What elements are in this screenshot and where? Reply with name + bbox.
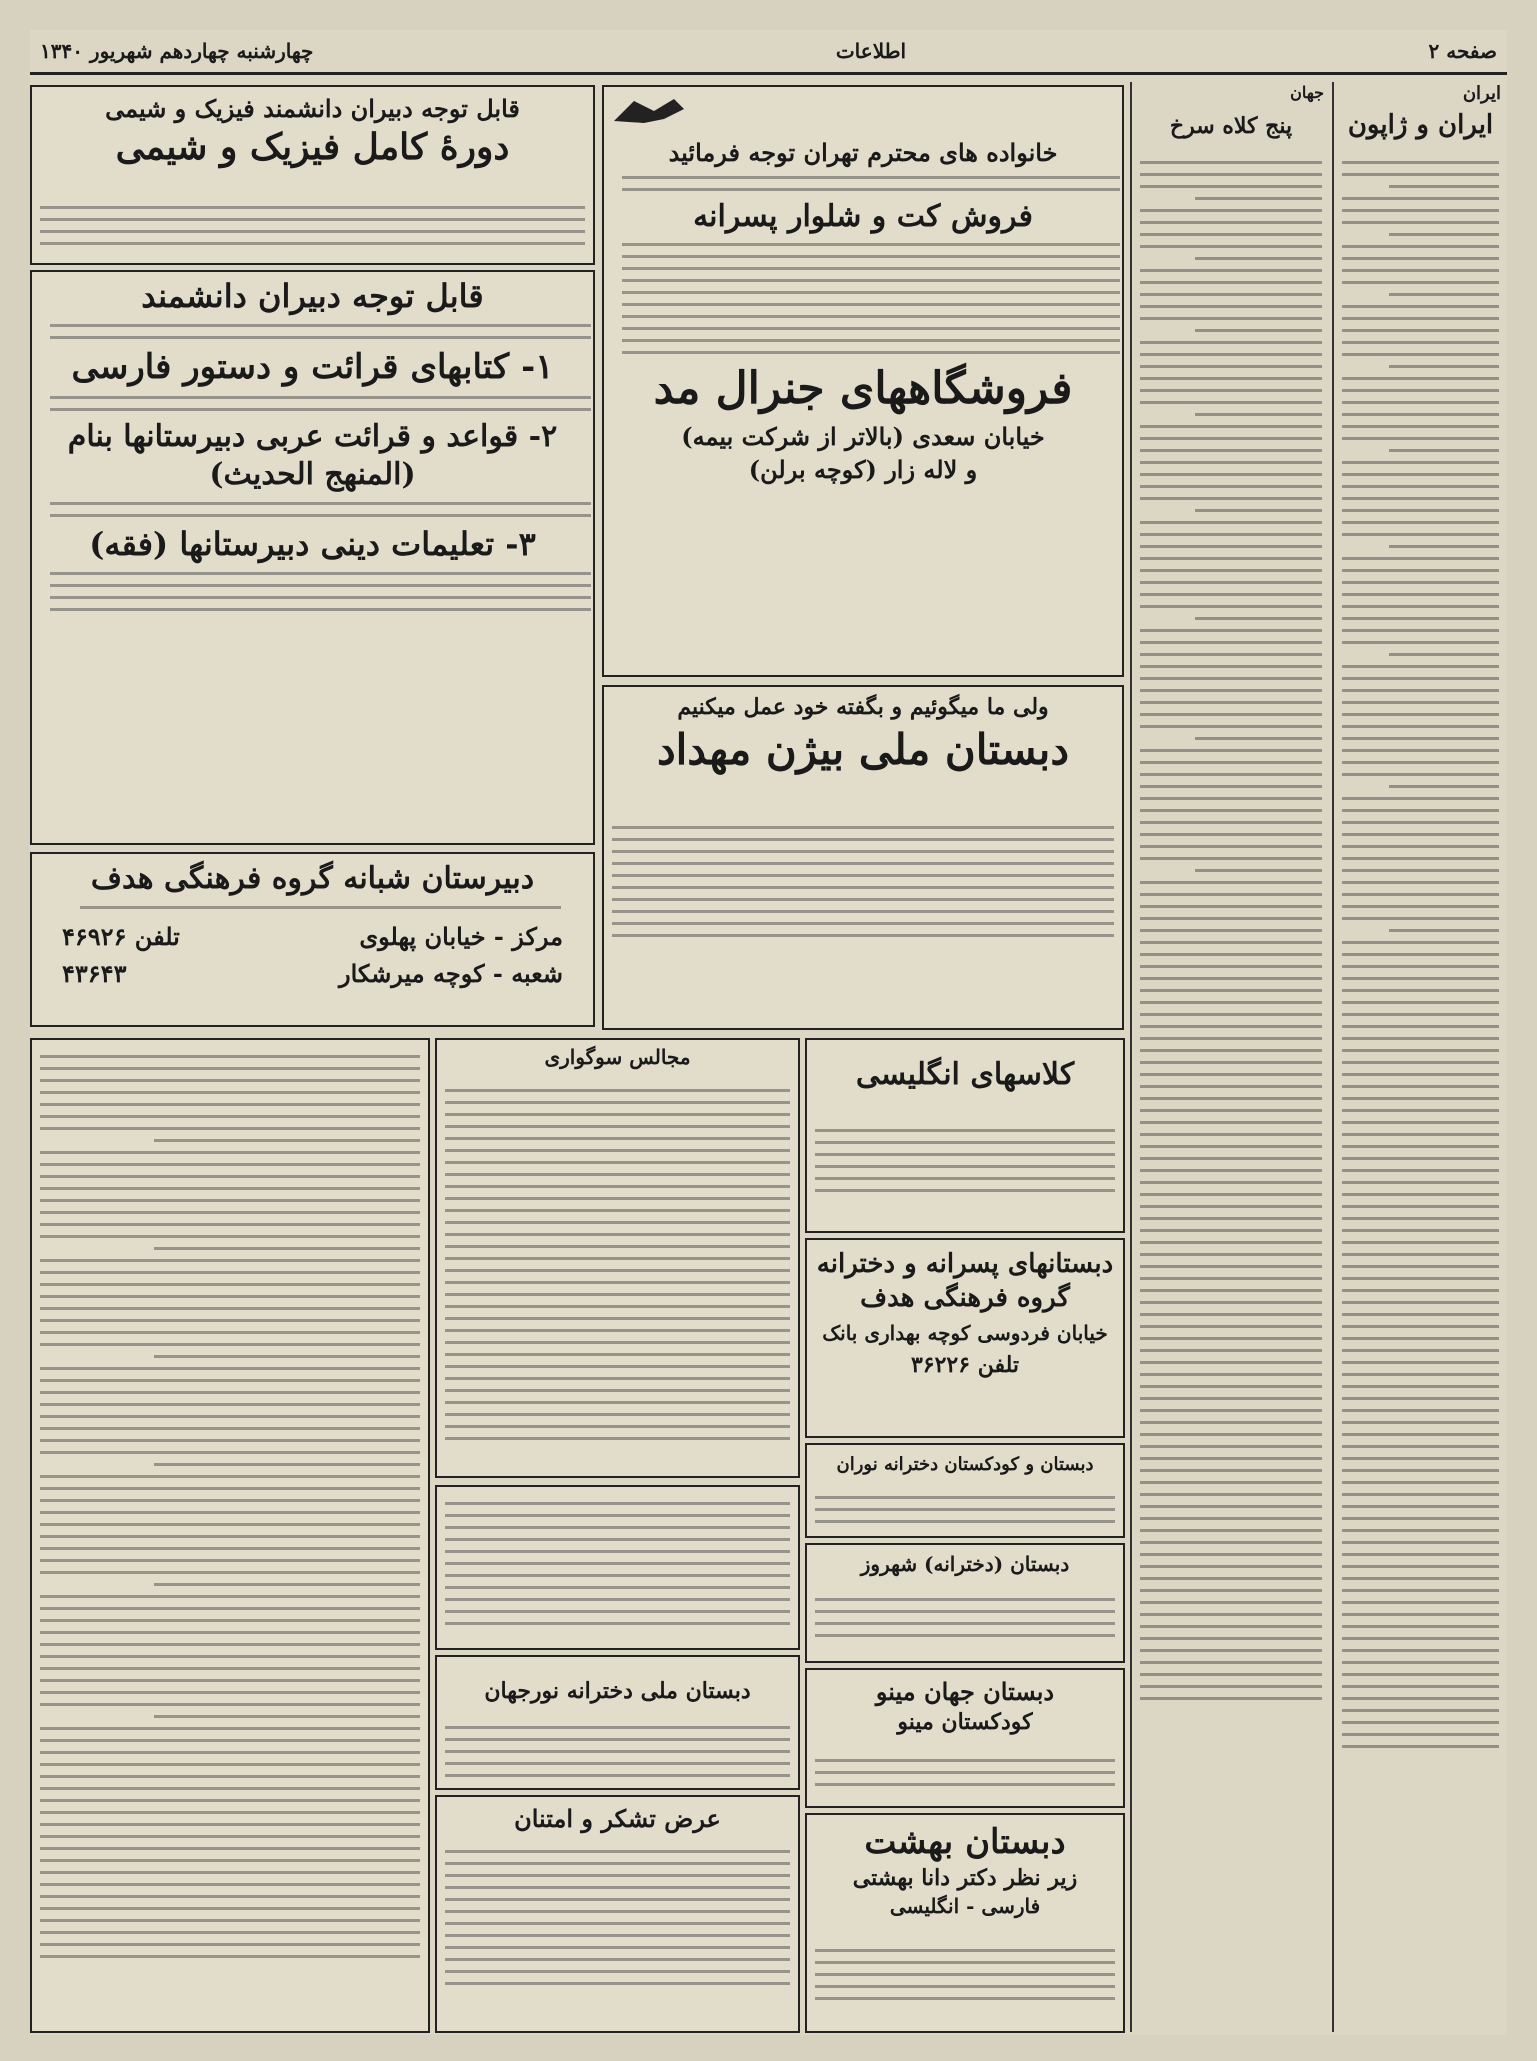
article-body (1342, 152, 1499, 1757)
ad-title: فروش کت و شلوار پسرانه (693, 198, 1033, 234)
ad-address: خیابان فردوسی کوچه بهداری بانک (822, 1320, 1108, 1345)
ad-line: ولی ما میگوئیم و بگفته خود عمل میکنیم (677, 694, 1049, 720)
ad-phone: تلفن ۳۶۲۲۶ (910, 1351, 1020, 1378)
ad-title: قابل توجه دبیران دانشمند فیزیک و شیمی (105, 94, 520, 123)
store-address-2: و لاله زار (کوچه برلن) (748, 455, 978, 485)
paper-name: اطلاعات (835, 39, 907, 63)
issue-date: چهارشنبه چهاردهم شهریور ۱۳۴۰ (40, 39, 314, 63)
page-number: صفحه ۲ (1428, 39, 1497, 63)
branch-address: شعبه - کوچه میرشکار (339, 958, 563, 988)
ad-subtitle: گروه فرهنگی هدف (860, 1282, 1070, 1313)
store-name: فروشگاههای جنرال مد (653, 363, 1073, 415)
ad-general-mode (602, 85, 1124, 677)
masthead (30, 30, 1507, 75)
center-address: مرکز - خیابان پهلوی (359, 921, 563, 951)
ad-subtitle: زیر نظر دکتر دانا بهشتی (852, 1865, 1078, 1892)
ad-bizhan-mahdad (602, 685, 1124, 1030)
article-title-iran-japan: ایران و ژاپون (1347, 109, 1494, 140)
iran-column (1332, 82, 1507, 2032)
center-phone: تلفن ۴۶۹۲۶ (62, 921, 180, 951)
ad-minoo (805, 1668, 1125, 1808)
ad-title: دبیرستان شبانه گروه فرهنگی هدف (90, 861, 535, 896)
article-title-pink-panther: پنج کلاه سرخ (1169, 113, 1293, 140)
ad-subtitle: کودکستان مینو (897, 1708, 1033, 1735)
ad-title: عرض تشکر و امتنان (514, 1804, 721, 1833)
ad-title: قابل توجه دبیران دانشمند (141, 277, 484, 315)
ad-title: دبستانهای پسرانه و دخترانه (816, 1249, 1114, 1279)
ad-title: دبستان (دخترانه) شهروز (860, 1552, 1070, 1576)
griffin-logo-icon (604, 91, 694, 131)
ad-nour-jahan (435, 1655, 800, 1790)
ad-title: دبستان ملی دخترانه نورجهان (484, 1678, 751, 1704)
book-1: ۱- کتابهای قرائت و دستور فارسی (71, 346, 554, 387)
ad-english-classes (805, 1038, 1125, 1233)
section-label-world: جهان (1290, 83, 1324, 102)
ad-title: دبستان و کودکستان دخترانه نوران (836, 1454, 1094, 1475)
book-3: ۳- تعلیمات دینی دبیرستانها (فقه) (89, 524, 536, 563)
ad-title: دبستان ملی بیژن مهداد (656, 725, 1070, 775)
article-body (1140, 152, 1322, 1709)
ad-title: دبستان جهان مینو (875, 1677, 1055, 1706)
book-2: ۲- قواعد و قرائت عربی دبیرستانها بنام (67, 418, 558, 454)
section-label-iran: ایران (1462, 83, 1501, 104)
book-2-name: (المنهج الحدیث) (209, 457, 416, 493)
newspaper-page (30, 30, 1507, 2035)
ad-title: کلاسهای انگلیسی (855, 1057, 1075, 1092)
ad-nouran (805, 1443, 1125, 1538)
ad-misc (435, 1485, 800, 1650)
ad-teachers (30, 270, 595, 845)
ad-behesht (805, 1813, 1125, 2033)
ad-hadaf-evening (30, 852, 595, 1027)
ad-hadaf-schools (805, 1238, 1125, 1438)
store-address-1: خیابان سعدی (بالاتر از شرکت بیمه) (681, 421, 1045, 451)
ad-languages: فارسی - انگلیسی (889, 1894, 1041, 1919)
ad-line: خانواده های محترم تهران توجه فرمائید (668, 138, 1058, 167)
ad-title: مجالس سوگواری (544, 1045, 691, 1069)
ad-thanks (435, 1795, 800, 2033)
ad-title: دورهٔ کامل فیزیک و شیمی (115, 125, 510, 168)
ad-title: دبستان بهشت (864, 1822, 1066, 1862)
world-column (1130, 82, 1330, 2032)
ad-shahrooz (805, 1543, 1125, 1663)
obituary-column (30, 1038, 430, 2033)
branch-phone: ۴۳۶۴۳ (62, 958, 127, 988)
ad-mourning (435, 1038, 800, 1478)
ad-physics (30, 85, 595, 265)
